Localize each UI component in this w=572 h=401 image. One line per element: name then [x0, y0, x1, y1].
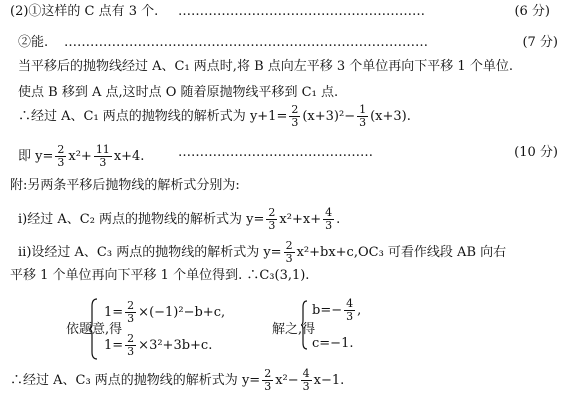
fraction: [301, 368, 312, 393]
fraction: [94, 144, 112, 169]
leader-dots: …………………………………………………: [178, 4, 425, 19]
fraction: [266, 207, 277, 232]
equation-mid: (x+3)²−: [302, 109, 356, 124]
leader-dots: …………………………………………………………………………: [64, 35, 428, 50]
denominator: 3: [302, 380, 310, 393]
denominator: 3: [127, 312, 135, 325]
line-translation-desc-2: [0, 84, 572, 102]
eq-prefix: 1=: [104, 338, 124, 353]
text: (2)①这样的 C 点有 3 个.: [10, 4, 159, 19]
fraction: [323, 207, 334, 232]
equation-prefix: 即 y=: [18, 149, 54, 164]
numerator: 11: [95, 143, 110, 156]
line-part2-item2: [0, 34, 572, 52]
fraction: [289, 104, 300, 129]
equation-mid: x²+x+: [279, 212, 322, 227]
line-part2-item1: [0, 3, 564, 21]
equation-prefix: ∴经过 A、C₁ 两点的抛物线的解析式为 y+1=: [18, 109, 288, 124]
line-final-equation: [0, 368, 564, 393]
numerator: 2: [127, 332, 135, 345]
fraction: [357, 104, 368, 129]
text: 平移 1 个单位再向下平移 1 个单位得到. ∴C₃(3,1).: [10, 268, 310, 283]
score-mark: (7 分): [522, 35, 558, 50]
line-appendix-i: [0, 207, 572, 232]
denominator: 3: [99, 156, 107, 169]
sol-prefix: b=−: [312, 303, 343, 318]
text: 使点 B 移到 A 点,这时点 O 随着原抛物线平移到 C₁ 点.: [18, 85, 339, 100]
denominator: 3: [127, 345, 135, 358]
equation-prefix: ⅱ)设经过 A、C₃ 两点的抛物线的解析式为 y=: [18, 245, 282, 260]
numerator: 2: [285, 239, 293, 252]
denominator: 3: [264, 380, 272, 393]
left-brace-icon: [300, 300, 308, 350]
equation-suffix: (x+3).: [370, 109, 411, 124]
line-equation-c1: [0, 104, 572, 129]
eq-prefix: 1=: [104, 305, 124, 320]
fraction: [284, 240, 295, 265]
numerator: 2: [127, 299, 135, 312]
system-label: 依题意,得: [66, 322, 123, 337]
text: 当平移后的抛物线经过 A、C₁ 两点时,将 B 点向左平移 3 个单位再向下平移 1 个单位.: [18, 59, 513, 74]
equation-suffix: .: [336, 212, 341, 227]
line-translation-desc: [0, 58, 572, 76]
fraction: [125, 333, 136, 358]
denominator: 3: [359, 116, 367, 129]
text: ②能.: [18, 35, 49, 50]
system-equation-2: [104, 333, 212, 358]
equation-mid: x²+: [68, 149, 92, 164]
fraction: [55, 144, 66, 169]
numerator: 4: [346, 297, 354, 310]
equation-suffix: x+4.: [113, 149, 145, 164]
line-equation-simplified: [0, 144, 572, 169]
line-appendix-heading: [0, 177, 564, 195]
fraction: [344, 298, 355, 323]
leader-dots: ………………………………………: [178, 145, 373, 160]
eq-suffix: ×(−1)²−b+c,: [138, 305, 226, 320]
numerator: 4: [302, 367, 310, 380]
equation-mid: x²−: [275, 373, 299, 388]
denominator: 3: [291, 116, 299, 129]
numerator: 2: [264, 367, 272, 380]
eq-suffix: ×3²+3b+c.: [138, 338, 213, 353]
denominator: 3: [346, 310, 354, 323]
equation-prefix: ⅰ)经过 A、C₂ 两点的抛物线的解析式为 y=: [18, 212, 265, 227]
denominator: 3: [268, 219, 276, 232]
score-mark: (6 分): [514, 4, 550, 19]
solution-c: [312, 336, 353, 351]
denominator: 3: [325, 219, 333, 232]
sol-suffix: ,: [357, 303, 362, 318]
system-equation-1: [104, 300, 225, 325]
equation-prefix: ∴经过 A、C₃ 两点的抛物线的解析式为 y=: [10, 373, 261, 388]
fraction: [262, 368, 273, 393]
numerator: 1: [359, 103, 367, 116]
line-appendix-ii-cont: [0, 267, 564, 285]
denominator: 3: [57, 156, 65, 169]
numerator: 4: [325, 206, 333, 219]
numerator: 2: [268, 206, 276, 219]
equation-suffix: x²+bx+c,OC₃ 可看作线段 AB 向右: [296, 245, 507, 260]
line-appendix-ii: [0, 240, 572, 265]
text: 附:另两条平移后抛物线的解析式分别为:: [10, 178, 240, 193]
denominator: 3: [285, 252, 293, 265]
numerator: 2: [57, 143, 65, 156]
solution-label: 解之,得: [272, 322, 316, 337]
score-mark: (10 分): [514, 145, 558, 160]
solution-b: [312, 298, 361, 323]
fraction: [125, 300, 136, 325]
sol-text: c=−1.: [312, 336, 354, 351]
equation-suffix: x−1.: [313, 373, 345, 388]
numerator: 2: [291, 103, 299, 116]
left-brace-icon: [88, 298, 98, 360]
